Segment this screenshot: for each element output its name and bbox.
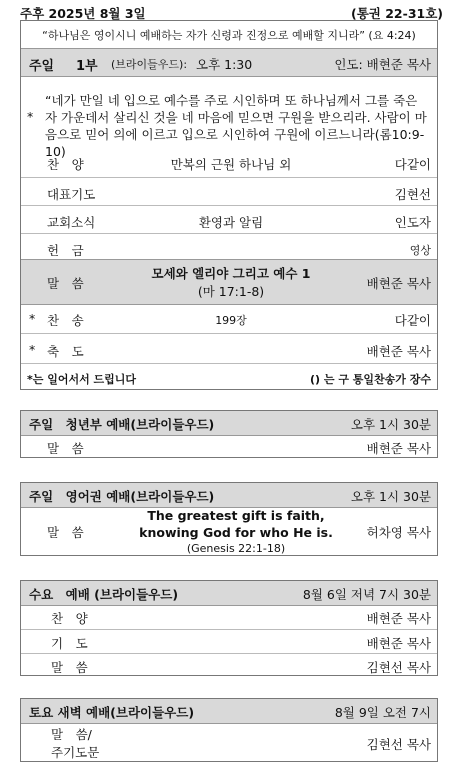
saturday-service-box [20, 698, 438, 762]
order-row [21, 205, 437, 234]
order-item: 축 도 [47, 344, 84, 359]
issue-number: (통권 22-31호) [351, 6, 443, 21]
wednesday-item: 찬 양 [51, 611, 88, 626]
english-sermon-line1: The greatest gift is faith, [147, 508, 325, 523]
order-item: 찬 송 [47, 313, 84, 328]
order-content: 199장 [215, 314, 247, 327]
order-person: 인도자 [394, 215, 431, 230]
wednesday-row [21, 605, 437, 629]
order-person: 김현선 [394, 187, 431, 202]
english-person: 허차영 목사 [366, 525, 431, 540]
order-row [21, 303, 437, 331]
service1-part: 1부 [76, 59, 98, 74]
order-person: 다같이 [394, 157, 431, 172]
sermon-title: 모세와 엘리야 그리고 예수 1 [151, 266, 311, 281]
wednesday-person: 배현준 목사 [366, 611, 431, 626]
saturday-title-bar [21, 699, 437, 724]
service1-place: (브라이들우드): [111, 58, 188, 71]
footnote-standing: *는 일어서서 드립니다 [27, 373, 137, 386]
sermon-reference: (마 17:1-8) [197, 284, 265, 299]
wednesday-title-bar [21, 581, 437, 606]
order-person: 다같이 [394, 313, 431, 328]
english-time: 오후 1시 30분 [350, 489, 431, 504]
saturday-item-line2: 주기도문 [51, 745, 100, 760]
saturday-time: 8월 9일 오전 7시 [334, 705, 431, 720]
order-row [21, 149, 437, 177]
saturday-item-line1: 말 씀/ [51, 727, 92, 742]
youth-service-box [20, 410, 438, 458]
verse-star: * [27, 109, 34, 124]
theme-verse: “하나님은 영이시니 예배하는 자가 신령과 진정으로 예배할 지니라” (요 4:24) [42, 29, 416, 42]
service1-verse: “네가 만일 네 입으로 예수를 주로 시인하며 또 하나님께서 그를 죽은 자 가운데서 살리신 것을 네 마음에 믿으면 구원을 받으리라. 사람이 마음으로 믿어 의에 이르고 입으로 시인하여 구원에 이르느니라(롬10:9-10) [45, 93, 427, 159]
order-row [21, 233, 437, 260]
wednesday-time: 8월 6일 저녁 7시 30분 [302, 587, 431, 602]
english-title: 주일 영어권 예배(브라이들우드) [29, 489, 215, 504]
english-sermon-line2: knowing God for who He is. [139, 525, 333, 540]
order-person: 배현준 목사 [366, 276, 431, 291]
youth-title-bar [21, 411, 437, 436]
wednesday-row [21, 653, 437, 676]
english-item: 말 씀 [47, 525, 84, 540]
wednesday-item: 기 도 [51, 636, 88, 651]
wednesday-person: 배현준 목사 [366, 636, 431, 651]
order-item: 대표기도 [47, 187, 96, 202]
youth-item: 말 씀 [47, 441, 84, 456]
order-item: 말 씀 [47, 276, 84, 291]
service1-day: 주일 [29, 59, 55, 74]
wednesday-item: 말 씀 [51, 660, 88, 675]
order-content: 만복의 근원 하나님 외 [170, 157, 292, 172]
order-item: 교회소식 [47, 215, 96, 230]
english-title-bar [21, 483, 437, 508]
wednesday-service-box [20, 580, 438, 676]
service1-leader: 인도: 배현준 목사 [334, 57, 431, 72]
service1-box [20, 20, 438, 390]
order-row [21, 333, 437, 362]
order-row-sermon [21, 259, 437, 305]
wednesday-title: 수요 예배 (브라이들우드) [29, 587, 179, 602]
saturday-person: 김현선 목사 [366, 737, 431, 752]
order-star: * [29, 342, 36, 357]
order-row [21, 177, 437, 206]
order-person: 배현준 목사 [366, 344, 431, 359]
order-star: * [29, 311, 36, 326]
youth-person: 배현준 목사 [366, 441, 431, 456]
youth-time: 오후 1시 30분 [350, 417, 431, 432]
service1-time: 오후 1:30 [196, 57, 253, 72]
week-date: 주후 2025년 8월 3일 [20, 6, 146, 21]
english-service-box [20, 482, 438, 556]
service1-title-bar [21, 48, 437, 77]
footnote-hymnal: () 는 구 통일찬송가 장수 [309, 373, 431, 386]
order-item: 찬 양 [47, 157, 84, 172]
english-sermon-ref: (Genesis 22:1-18) [186, 542, 286, 555]
wednesday-row [21, 629, 437, 654]
footnotes [21, 363, 437, 390]
bulletin-header [20, 4, 443, 20]
order-person: 영상 [409, 244, 431, 257]
order-content: 환영과 알림 [198, 215, 264, 230]
youth-title: 주일 청년부 예배(브라이들우드) [29, 417, 215, 432]
saturday-title: 토요 새벽 예배(브라이들우드) [29, 705, 195, 720]
wednesday-person: 김현선 목사 [366, 660, 431, 675]
order-item: 헌 금 [47, 243, 84, 258]
